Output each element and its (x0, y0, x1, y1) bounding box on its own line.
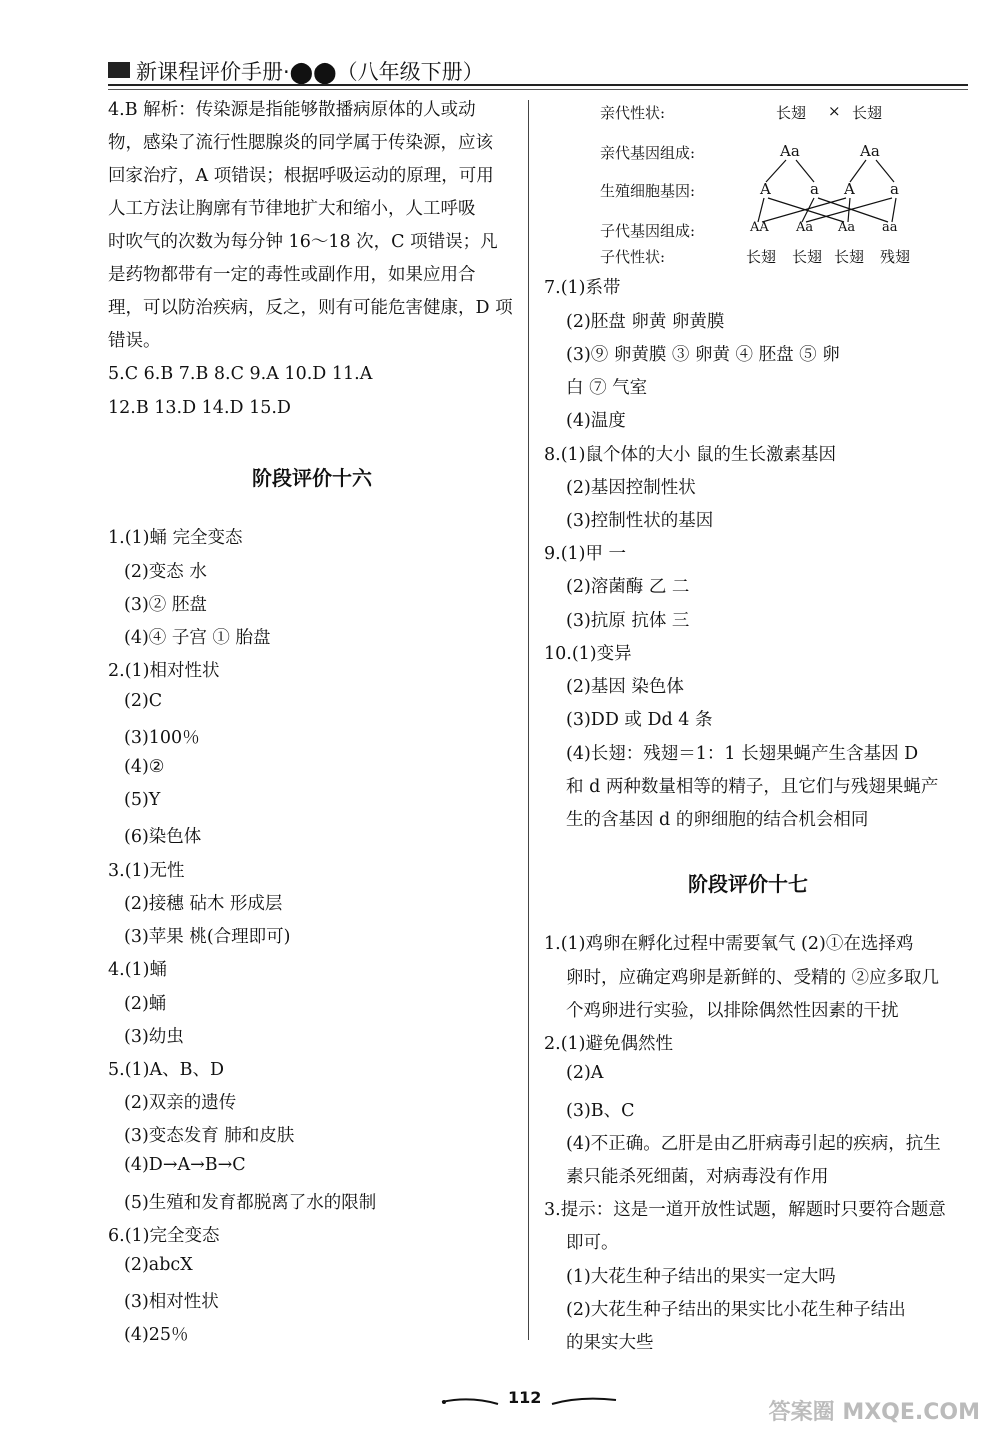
answer-line: (4)温度 (566, 411, 626, 431)
answer-line: (3)⑨ 卵黄膜 ③ 卵黄 ④ 胚盘 ⑤ 卵 (566, 345, 840, 365)
answer-line: (4)长翅：残翅＝1：1 长翅果蝇产生含基因 D (566, 744, 919, 764)
answer-line: 1.(1)鸡卵在孵化过程中需要氧气 (2)①在选择鸡 (544, 934, 914, 954)
page-footer (440, 1388, 620, 1414)
answer-line: 卵时，应确定鸡卵是新鲜的、受精的 ②应多取几 (566, 968, 940, 988)
parent-trait: 长翅 (852, 104, 883, 122)
answer-line: (1)大花生种子结出的果实一定大吗 (566, 1267, 836, 1287)
cross-symbol: × (828, 102, 841, 120)
answer-line: (4)④ 子宫 ① 胎盘 (124, 628, 271, 648)
parent-genotype: Aa (780, 142, 800, 160)
answer-line: (2)基因控制性状 (566, 478, 696, 498)
answer-line: (3)B、C (566, 1101, 635, 1121)
parent-trait: 长翅 (776, 104, 807, 122)
answer-line: (4)D→A→B→C (124, 1155, 246, 1175)
answer-line: 10.(1)变异 (544, 644, 632, 664)
answer-line: (5)Y (124, 790, 161, 810)
text-line: 时吹气的次数为每分钟 16～18 次，C 项错误；凡 (108, 232, 498, 252)
answer-line: 素只能杀死细菌，对病毒没有作用 (566, 1167, 829, 1187)
diagram-label: 子代性状: (600, 248, 666, 266)
answer-line: (2)胚盘 卵黄 卵黄膜 (566, 312, 725, 332)
gamete: A (760, 180, 771, 198)
answer-line: 5.(1)A、B、D (108, 1060, 225, 1080)
answer-line: (2)接穗 砧木 形成层 (124, 894, 283, 914)
text-line: 理，可以防治疾病，反之，则有可能危害健康，D 项 (108, 298, 513, 318)
answer-line: 4.(1)蛹 (108, 960, 167, 980)
text-line: 物，感染了流行性腮腺炎的同学属于传染源，应该 (108, 133, 493, 153)
text-line: 12.B 13.D 14.D 15.D (108, 398, 291, 418)
answer-line: 和 d 两种数量相等的精子，且它们与残翅果蝇产 (566, 777, 939, 797)
answer-line: 9.(1)甲 一 (544, 544, 627, 564)
answer-line: 3.(1)无性 (108, 861, 185, 881)
answer-line: (3)变态发育 肺和皮肤 (124, 1126, 295, 1146)
answer-line: (2)溶菌酶 乙 二 (566, 577, 690, 597)
answer-line: (4)25％ (124, 1325, 189, 1345)
column-divider (528, 100, 529, 1340)
answer-line: 即可。 (566, 1233, 619, 1253)
text-line: 5.C 6.B 7.B 8.C 9.A 10.D 11.A (108, 364, 373, 384)
answer-line: (3)② 胚盘 (124, 595, 207, 615)
header-title: 新课程评价手册·⬤⬤（八年级下册） (136, 60, 484, 84)
text-line: 4.B 解析：传染源是指能够散播病原体的人或动 (108, 100, 476, 120)
diagram-label: 亲代基因组成: (600, 144, 696, 162)
answer-line: (3)抗原 抗体 三 (566, 611, 690, 631)
page-header (108, 50, 968, 86)
answer-line: 生的含基因 d 的卵细胞的结合机会相同 (566, 810, 869, 830)
section-title-17: 阶段评价十七 (688, 872, 808, 896)
gamete: A (844, 180, 855, 198)
watermark: 答案圈 MXQE.COM (768, 1400, 980, 1425)
answer-line: (4)不正确。乙肝是由乙肝病毒引起的疾病，抗生 (566, 1134, 941, 1154)
text-line: 是药物都带有一定的毒性或副作用，如果应用合 (108, 265, 476, 285)
offspring-trait: 长翅 (834, 248, 865, 266)
diagram-label: 子代基因组成: (600, 222, 696, 240)
offspring-genotype: aa (882, 220, 898, 235)
book-logo-icon (108, 62, 130, 78)
answer-line: 1.(1)蛹 完全变态 (108, 528, 243, 548)
offspring-trait: 长翅 (746, 248, 777, 266)
answer-line: (3)DD 或 Dd 4 条 (566, 710, 713, 730)
parent-genotype: Aa (860, 142, 880, 160)
answer-line: (2)蛹 (124, 994, 167, 1014)
answer-line: (3)幼虫 (124, 1027, 184, 1047)
cross-arrows (600, 96, 960, 266)
page-number: 112 (508, 1388, 542, 1407)
answer-line: (3)苹果 桃(合理即可) (124, 927, 291, 947)
answer-line: (2)变态 水 (124, 562, 207, 582)
answer-line: 8.(1)鼠个体的大小 鼠的生长激素基因 (544, 445, 837, 465)
text-line: 人工方法让胸廓有节律地扩大和缩小，人工呼吸 (108, 199, 476, 219)
diagram-label: 亲代性状: (600, 104, 666, 122)
diagram-label: 生殖细胞基因: (600, 182, 696, 200)
genetics-cross-diagram (600, 96, 960, 266)
answer-line: (3)100％ (124, 728, 200, 748)
answer-line: (2)C (124, 691, 163, 711)
answer-line: (2)大花生种子结出的果实比小花生种子结出 (566, 1300, 906, 1320)
gamete: a (890, 180, 899, 198)
answer-line: 2.(1)避免偶然性 (544, 1034, 673, 1054)
offspring-trait: 长翅 (792, 248, 823, 266)
answer-line: (5)生殖和发育都脱离了水的限制 (124, 1193, 377, 1213)
answer-line: 白 ⑦ 气室 (566, 378, 648, 398)
answer-line: 的果实大些 (566, 1333, 654, 1353)
answer-line: (3)相对性状 (124, 1292, 219, 1312)
answer-line: (4)② (124, 757, 165, 777)
answer-line: (3)控制性状的基因 (566, 511, 714, 531)
answer-line: (2)A (566, 1063, 604, 1083)
offspring-genotype: AA (750, 220, 769, 235)
answer-line: 个鸡卵进行实验，以排除偶然性因素的干扰 (566, 1001, 899, 1021)
answer-line: (6)染色体 (124, 827, 202, 847)
section-title-16: 阶段评价十六 (252, 466, 372, 490)
header-rule (108, 84, 968, 86)
answer-line: 6.(1)完全变态 (108, 1226, 220, 1246)
header-rule-thin (108, 89, 968, 90)
answer-line: 7.(1)系带 (544, 278, 621, 298)
text-line: 错误。 (108, 331, 161, 351)
gamete: a (810, 180, 819, 198)
answer-line: 2.(1)相对性状 (108, 661, 220, 681)
answer-line: (2)双亲的遗传 (124, 1093, 237, 1113)
answer-line: (2)基因 染色体 (566, 677, 684, 697)
offspring-genotype: Aa (796, 220, 814, 235)
offspring-genotype: Aa (838, 220, 856, 235)
offspring-trait: 残翅 (880, 248, 911, 266)
answer-line: 3.提示：这是一道开放性试题，解题时只要符合题意 (544, 1200, 946, 1220)
text-line: 回家治疗，A 项错误；根据呼吸运动的原理，可用 (108, 166, 494, 186)
answer-line: (2)abcX (124, 1255, 193, 1275)
